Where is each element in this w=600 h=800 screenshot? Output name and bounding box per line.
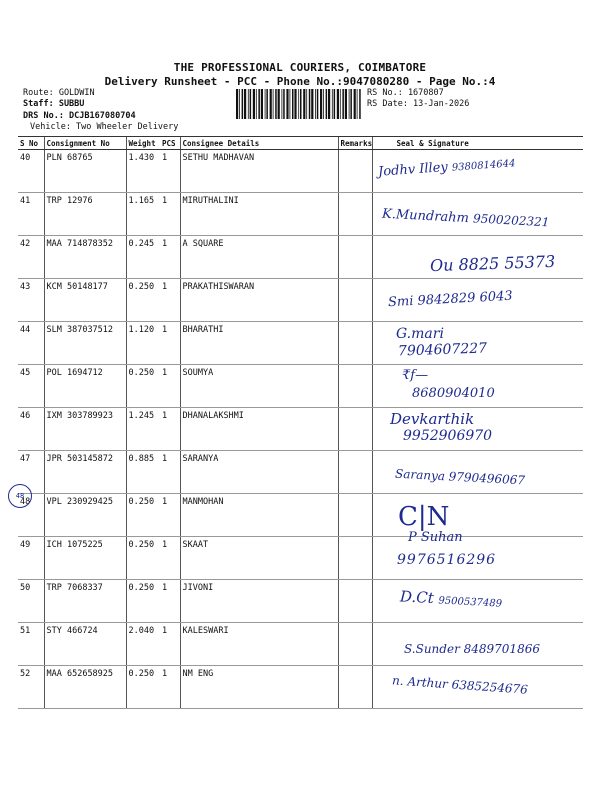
row-pcs: 1 — [160, 451, 180, 494]
col-signature: Seal & Signature — [372, 137, 583, 150]
col-weight: Weight — [126, 137, 160, 150]
row-sno: 45 — [18, 365, 44, 408]
signature-42: Ou 8825 55373 — [429, 251, 556, 276]
drs-number: DRS No.: DCJB167080704 — [23, 111, 136, 121]
col-sno: S No — [18, 137, 44, 150]
col-remarks: Remarks — [338, 137, 372, 150]
row-weight: 2.040 — [126, 623, 160, 666]
route: Route: GOLDWIN — [23, 88, 95, 98]
row-consignment-no: JPR 503145872 — [44, 451, 126, 494]
signature-49-name: P Suhan — [408, 530, 463, 545]
row-consignment-no: STY 466724 — [44, 623, 126, 666]
row-pcs: 1 — [160, 365, 180, 408]
row-consignee: A SQUARE — [180, 236, 338, 279]
row-remarks — [338, 451, 372, 494]
row-weight: 0.250 — [126, 580, 160, 623]
row-remarks — [338, 279, 372, 322]
row-weight: 1.165 — [126, 193, 160, 236]
row-pcs: 1 — [160, 537, 180, 580]
signature-41: K.Mundrahm 9500202321 — [381, 206, 550, 230]
row-sno: 52 — [18, 666, 44, 709]
row-sno: 48 — [18, 494, 44, 537]
row-sno: 51 — [18, 623, 44, 666]
signature-48: C|N — [398, 502, 450, 532]
row-sno: 44 — [18, 322, 44, 365]
row-consignee: DHANALAKSHMI — [180, 408, 338, 451]
signature-50: D.Ct 9500537489 — [399, 587, 503, 610]
rs-date: RS Date: 13-Jan-2026 — [367, 99, 470, 109]
row-remarks — [338, 150, 372, 193]
row-pcs: 1 — [160, 623, 180, 666]
row-remarks — [338, 193, 372, 236]
row-sno: 40 — [18, 150, 44, 193]
signature-44-name: G.mari — [396, 326, 444, 342]
row-pcs: 1 — [160, 580, 180, 623]
table-row — [18, 408, 583, 451]
table-row — [18, 537, 583, 580]
row-remarks — [338, 623, 372, 666]
row-consignee: MANMOHAN — [180, 494, 338, 537]
row-sno: 50 — [18, 580, 44, 623]
row-pcs: 1 — [160, 322, 180, 365]
runsheet-title: THE PROFESSIONAL COURIERS, COIMBATORE — [173, 61, 427, 74]
row-weight: 1.120 — [126, 322, 160, 365]
row-weight: 0.245 — [126, 236, 160, 279]
signature-52: n. Arthur 6385254676 — [391, 673, 529, 697]
row-remarks — [338, 365, 372, 408]
row-pcs: 1 — [160, 236, 180, 279]
row-sno: 42 — [18, 236, 44, 279]
row-weight: 0.250 — [126, 494, 160, 537]
row-consignment-no: TRP 12976 — [44, 193, 126, 236]
row-weight: 0.885 — [126, 451, 160, 494]
row-weight: 0.250 — [126, 279, 160, 322]
row-consignee: BHARATHI — [180, 322, 338, 365]
runsheet-subtitle: Delivery Runsheet - PCC - Phone No.:9047080280 - Page No.:4 — [104, 75, 496, 88]
col-pcs: PCS — [160, 137, 180, 150]
signature-49-phone: 9976516296 — [397, 552, 497, 568]
circled-row-mark: 48 — [8, 484, 32, 508]
table-header — [18, 137, 583, 150]
row-consignment-no: MAA 652658925 — [44, 666, 126, 709]
row-consignment-no: SLM 387037512 — [44, 322, 126, 365]
row-pcs: 1 — [160, 150, 180, 193]
table-row — [18, 365, 583, 408]
row-consignment-no: ICH 1075225 — [44, 537, 126, 580]
row-consignee: KALESWARI — [180, 623, 338, 666]
row-remarks — [338, 408, 372, 451]
row-pcs: 1 — [160, 193, 180, 236]
row-consignee: SKAAT — [180, 537, 338, 580]
row-remarks — [338, 666, 372, 709]
row-remarks — [338, 580, 372, 623]
signature-51: S.Sunder 8489701866 — [404, 642, 540, 656]
row-consignee: JIVONI — [180, 580, 338, 623]
staff: Staff: SUBBU — [23, 99, 85, 109]
row-weight: 1.245 — [126, 408, 160, 451]
barcode — [236, 89, 362, 119]
signature-46-name: Devkarthik — [390, 410, 475, 428]
row-consignee: SOUMYA — [180, 365, 338, 408]
row-weight: 0.250 — [126, 666, 160, 709]
row-pcs: 1 — [160, 494, 180, 537]
row-sno: 41 — [18, 193, 44, 236]
row-consignee: PRAKATHISWARAN — [180, 279, 338, 322]
row-weight: 0.250 — [126, 365, 160, 408]
row-pcs: 1 — [160, 666, 180, 709]
row-weight: 1.430 — [126, 150, 160, 193]
row-sno: 46 — [18, 408, 44, 451]
signature-43: Smi 9842829 6043 — [387, 288, 513, 311]
row-remarks — [338, 494, 372, 537]
row-pcs: 1 — [160, 408, 180, 451]
row-consignment-no: POL 1694712 — [44, 365, 126, 408]
table-row — [18, 322, 583, 365]
col-consignee: Consignee Details — [180, 137, 338, 150]
signature-44-phone: 7904607227 — [397, 340, 488, 360]
signature-40: Jodhv Illey 9380814644 — [377, 158, 516, 180]
row-consignment-no: PLN 68765 — [44, 150, 126, 193]
row-consignment-no: MAA 714878352 — [44, 236, 126, 279]
signature-47: Saranya 9790496067 — [394, 466, 526, 488]
row-consignee: SETHU MADHAVAN — [180, 150, 338, 193]
row-remarks — [338, 236, 372, 279]
rs-number: RS No.: 1670807 — [367, 88, 444, 98]
vehicle: Vehicle: Two Wheeler Delivery — [30, 122, 179, 132]
table-row — [18, 494, 583, 537]
row-sno: 47 — [18, 451, 44, 494]
row-sno: 49 — [18, 537, 44, 580]
signature-46-phone: 9952906970 — [403, 428, 493, 444]
row-consignment-no: VPL 230929425 — [44, 494, 126, 537]
row-consignment-no: KCM 50148177 — [44, 279, 126, 322]
row-consignment-no: TRP 7068337 — [44, 580, 126, 623]
row-consignee: SARANYA — [180, 451, 338, 494]
signature-45-mark: ₹f— — [402, 368, 429, 383]
row-remarks — [338, 537, 372, 580]
row-consignee: NM ENG — [180, 666, 338, 709]
row-pcs: 1 — [160, 279, 180, 322]
row-consignment-no: IXM 303789923 — [44, 408, 126, 451]
signature-45: 8680904010 — [412, 386, 495, 401]
row-weight: 0.250 — [126, 537, 160, 580]
row-sno: 43 — [18, 279, 44, 322]
col-consignment: Consignment No — [44, 137, 126, 150]
row-consignee: MIRUTHALINI — [180, 193, 338, 236]
row-remarks — [338, 322, 372, 365]
